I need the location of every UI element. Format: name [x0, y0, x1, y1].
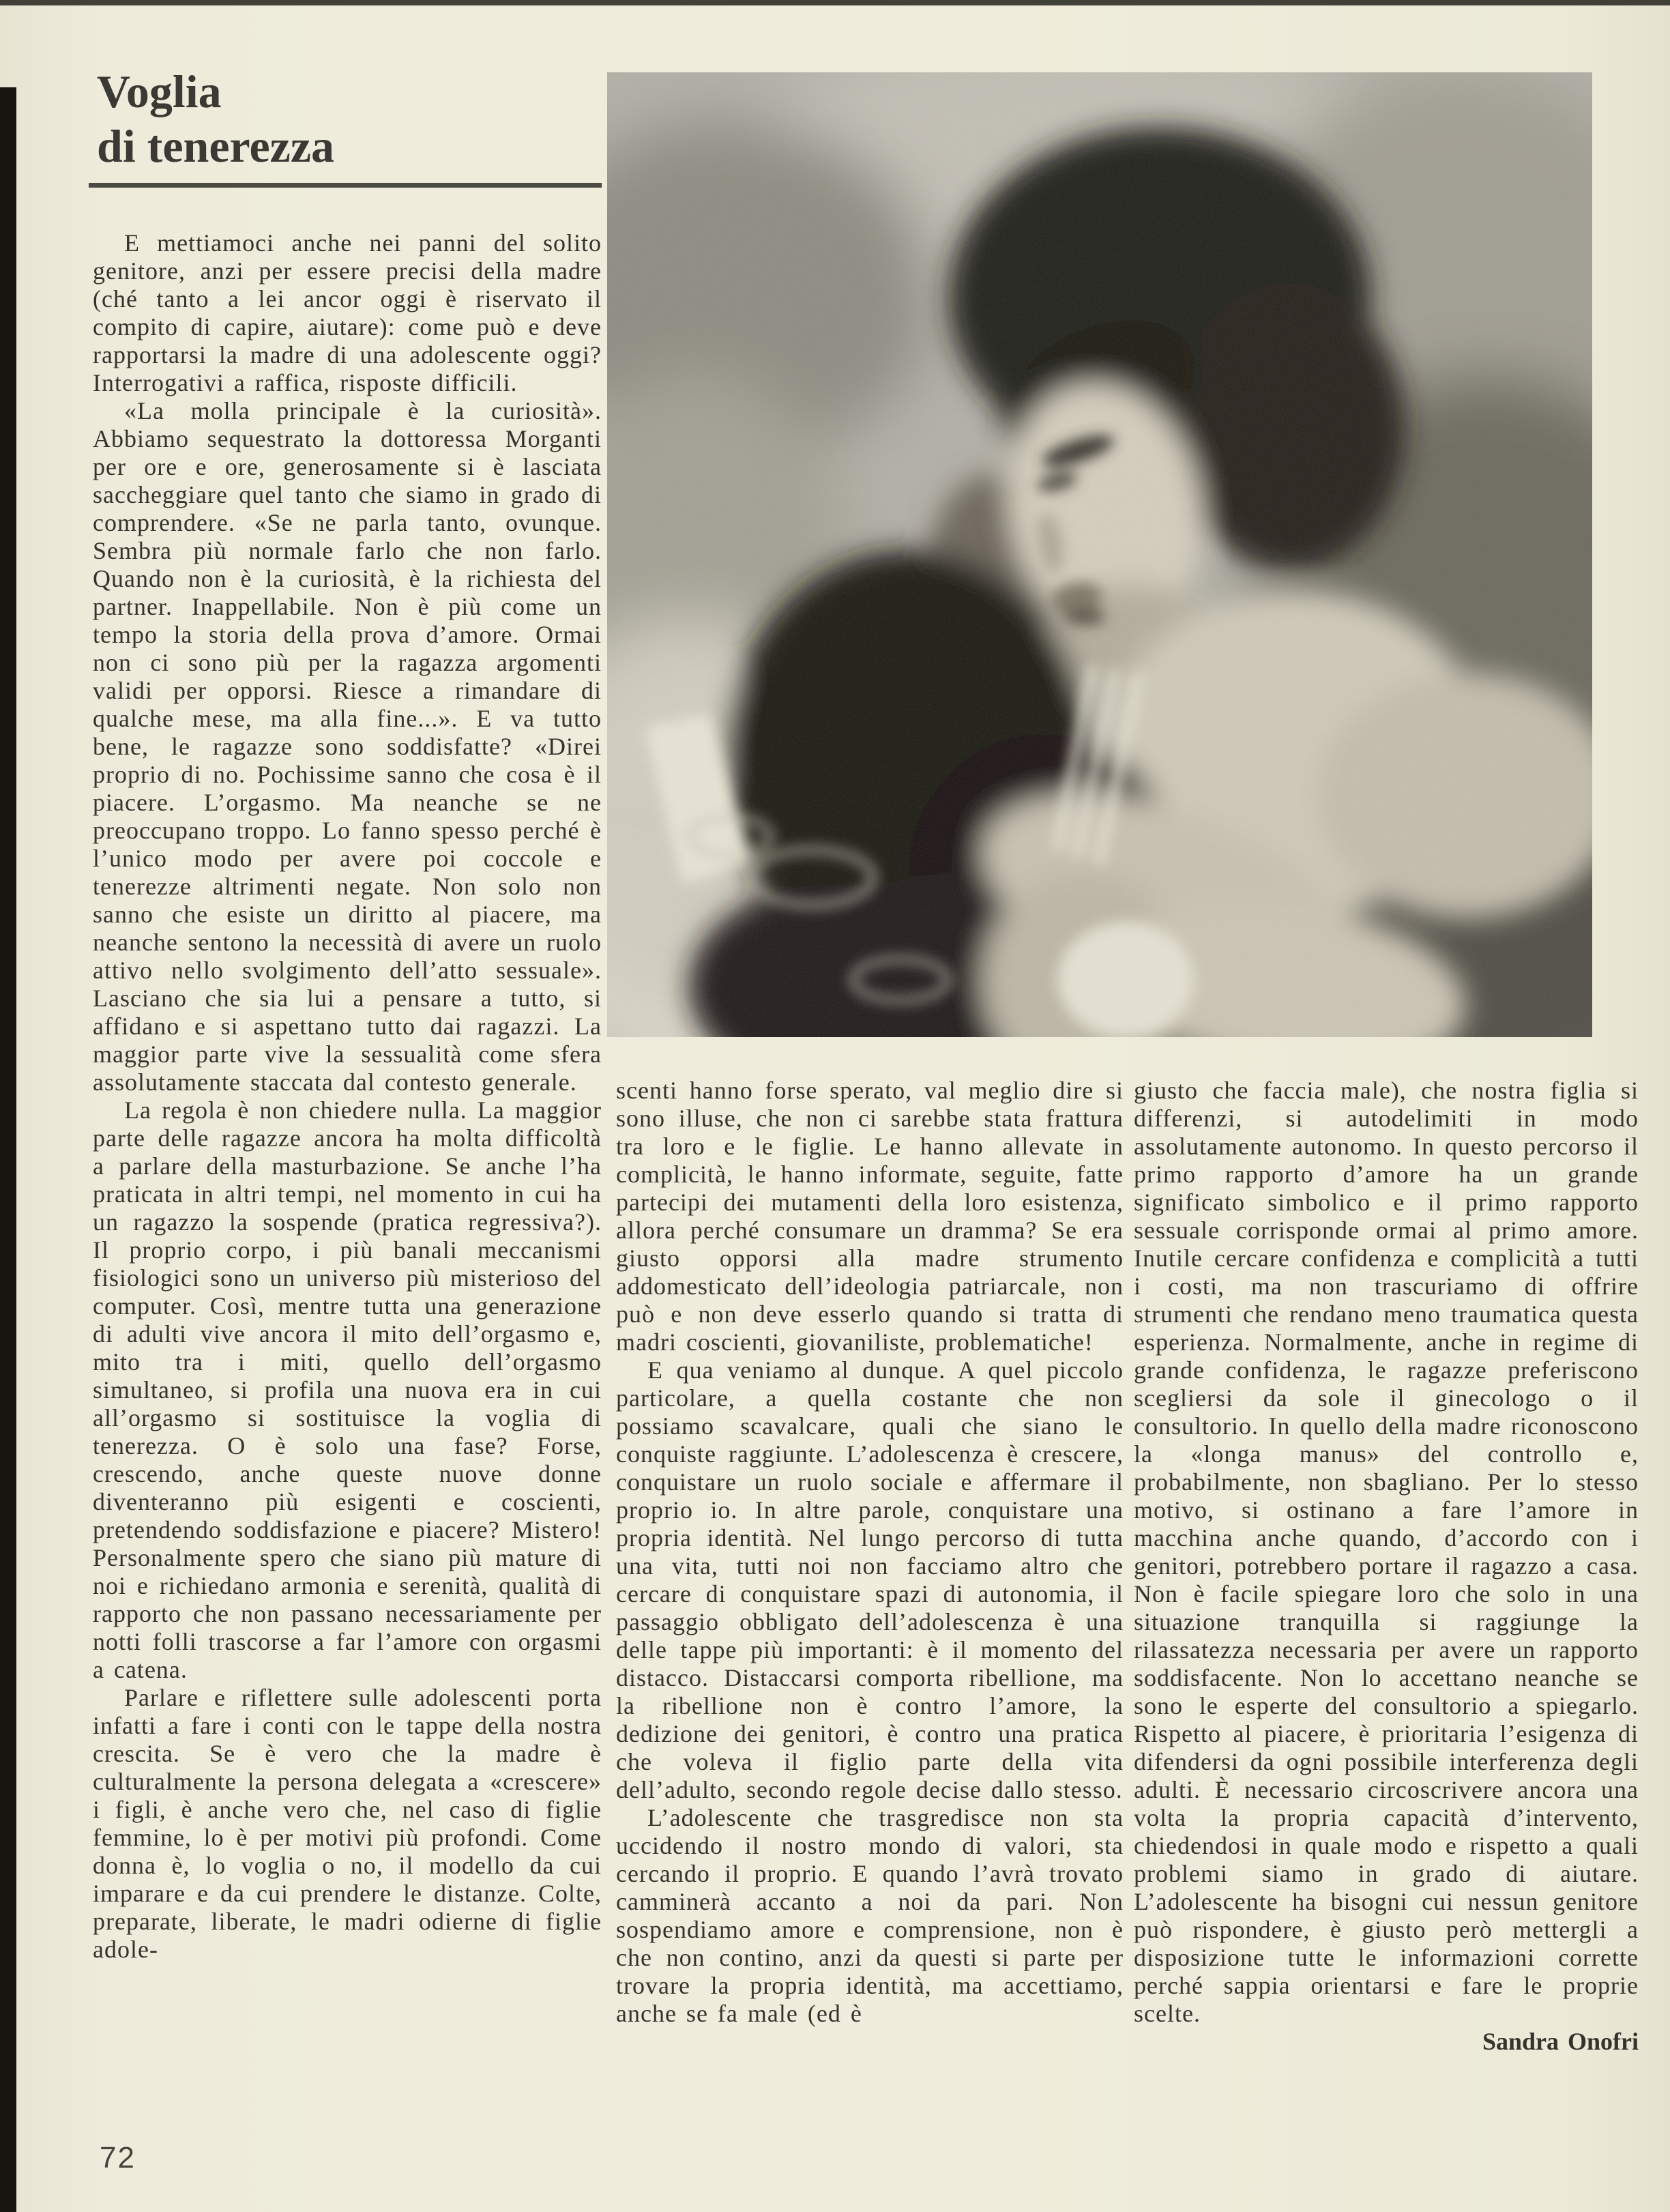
article-title — [97, 64, 334, 173]
page-number: 72 — [100, 2141, 136, 2174]
paragraph: giusto che faccia male), che nostra figlia si differenzi, si autodelimiti in modo assolutamente autonomo. In questo percorso il primo rapporto d’amore ha un grande significato simbolico e il primo rapporto sessuale corrisponde ormai al primo amore. Inutile cercare confidenza e complicità a tutti i costi, ma non trascuriamo di offrire strumenti che rendano meno traumatica questa esperienza. Normalmente, anche in regime di grande confidenza, le ragazze preferiscono scegliersi da sole il ginecologo o il consultorio. In quello della madre riconoscono la «longa manus» del controllo e, probabilmente, non sbagliano. Per lo stesso motivo, si ostinano a fare l’amore in macchina anche quando, d’accordo con i genitori, potrebbero portare il ragazzo a casa. Non è facile spiegare loro che solo in una situazione tranquilla si raggiunge la rilassatezza necessaria per avere un rapporto soddisfacente. Non lo accettano neanche se sono le esperte del consultorio a spiegarlo. Rispetto al piacere, è prioritaria l’esigenza di difendersi da ogni possibile interferenza degli adulti. È necessario circoscrivere ancora una volta la propria capacità d’intervento, chiedendosi in quale modo e rispetto a quali problemi siamo in grado di aiutare. L’adolescente ha bisogni cui nessun genitore può rispondere, è giusto però mettergli a disposizione tutte le informazioni corrette perché sappia orientarsi e fare le proprie scelte. — [1134, 1077, 1639, 2027]
title-line-2: di tenerezza — [97, 120, 335, 172]
title-divider — [89, 183, 602, 188]
paragraph: E mettiamoci anche nei panni del solito genitore, anzi per essere precisi della madre (ché tanto a lei ancor oggi è riservato il compito di capire, aiutare): come può e deve rapportarsi la madre di una adolescente oggi? Interrogativi a raffica, risposte difficili. — [93, 229, 602, 396]
paragraph: E qua veniamo al dunque. A quel piccolo particolare, a quella costante che non possiamo scavalcare, quali che siano le conquiste raggiunte. L’adolescenza è crescere, conquistare un ruolo sociale e affermare il proprio io. In altre parole, conquistare una propria identità. Nel lungo percorso di tutta una vita, tutti noi non facciamo altro che cercare di conquistare spazi di autonomia, il passaggio obbligato dell’adolescenza è una delle tappe più importanti: è il momento del distacco. Distaccarsi comporta ribellione, ma la ribellione non è contro l’amore, la dedizione dei genitori, è contro una pratica che voleva il figlio parte della vita dell’adulto, secondo regole decise dallo stesso. — [616, 1356, 1124, 1803]
paragraph: L’adolescente che trasgredisce non sta uccidendo il nostro mondo di valori, sta cercando il proprio. E quando l’avrà trovato camminerà accanto a noi da pari. Non sospendiamo amore e comprensione, non è che non contino, anzi da questi si parte per trovare la propria identità, ma accettiamo, anche se fa male (ed è — [616, 1804, 1124, 2027]
scan-edge-top — [0, 0, 1670, 5]
paragraph: Parlare e riflettere sulle adolescenti porta infatti a fare i conti con le tappe della nostra crescita. Se è vero che la madre è culturalmente la persona delegata a «crescere» i figli, è anche vero che, nel caso di figlie femmine, lo è per motivi più profondi. Come donna è, lo voglia o no, il modello da cui imparare e da cui prendere le distanze. Colte, preparate, liberate, le madri odierne di figlie adole- — [93, 1684, 602, 1963]
column-middle — [616, 1077, 1124, 2028]
title-line-1: Voglia — [97, 66, 222, 117]
scan-edge-left — [0, 87, 16, 2212]
column-left — [93, 229, 602, 1964]
paragraph: scenti hanno forse sperato, val meglio dire si sono illuse, che non ci sarebbe stata frattura tra loro e le figlie. Le hanno allevate in complicità, le hanno informate, seguite, fatte partecipi dei mutamenti della loro esistenza, allora perché consumare un dramma? Se era giusto opporsi alla madre strumento addomesticato dell’ideologia patriarcale, non può e non deve esserlo quando si tratta di madri coscienti, giovaniliste, problematiche! — [616, 1077, 1124, 1356]
paragraph: «La molla principale è la curiosità». Abbiamo sequestrato la dottoressa Morganti per ore e ore, generosamente si è lasciata saccheggiare quel tanto che siamo in grado di comprendere. «Se ne parla tanto, ovunque. Sembra più normale farlo che non farlo. Quando non è la curiosità, è la richiesta del partner. Inappellabile. Non è più come un tempo la storia della prova d’amore. Ormai non ci sono più per la ragazza argomenti validi per opporsi. Riesce a rimandare di qualche mese, ma alla fine...». E va tutto bene, le ragazze sono soddisfatte? «Direi proprio di no. Pochissime sanno che cosa è il piacere. L’orgasmo. Ma neanche se ne preoccupano troppo. Lo fanno spesso perché è l’unico modo per avere poi coccole e tenerezze altrimenti negate. Non solo non sanno che esiste un diritto al piacere, ma neanche sentono la necessità di avere un ruolo attivo nello svolgimento dell’atto sessuale». Lasciano che sia lui a pensare a tutto, si affidano e si aspettano tutto dai ragazzi. La maggior parte vive la sessualità come sfera assolutamente staccata dal contesto generale. — [93, 397, 602, 1096]
author-byline: Sandra Onofri — [1482, 2028, 1639, 2055]
article-photo — [607, 72, 1592, 1037]
column-right — [1134, 1077, 1639, 2056]
paragraph: La regola è non chiedere nulla. La maggior parte delle ragazze ancora ha molta difficoltà a parlare della masturbazione. Se anche l’ha praticata in altri tempi, nel momento in cui ha un ragazzo la sospende (pratica regressiva?). Il proprio corpo, i più banali meccanismi fisiologici sono un universo più misterioso del computer. Così, mentre tutta una generazione di adulti vive ancora il mito dell’orgasmo e, mito tra i miti, quello dell’orgasmo simultaneo, si profila una nuova era in cui all’orgasmo si sostituisce la voglia di tenerezza. O è solo una fase? Forse, crescendo, anche queste nuove donne diventeranno più esigenti e coscienti, pretendendo soddisfazione e piacere? Mistero! Personalmente spero che siano più mature di noi e richiedano armonia e serenità, qualità di rapporto che non passano necessariamente per notti folli trascorse a far l’amore con orgasmi a catena. — [93, 1096, 602, 1683]
